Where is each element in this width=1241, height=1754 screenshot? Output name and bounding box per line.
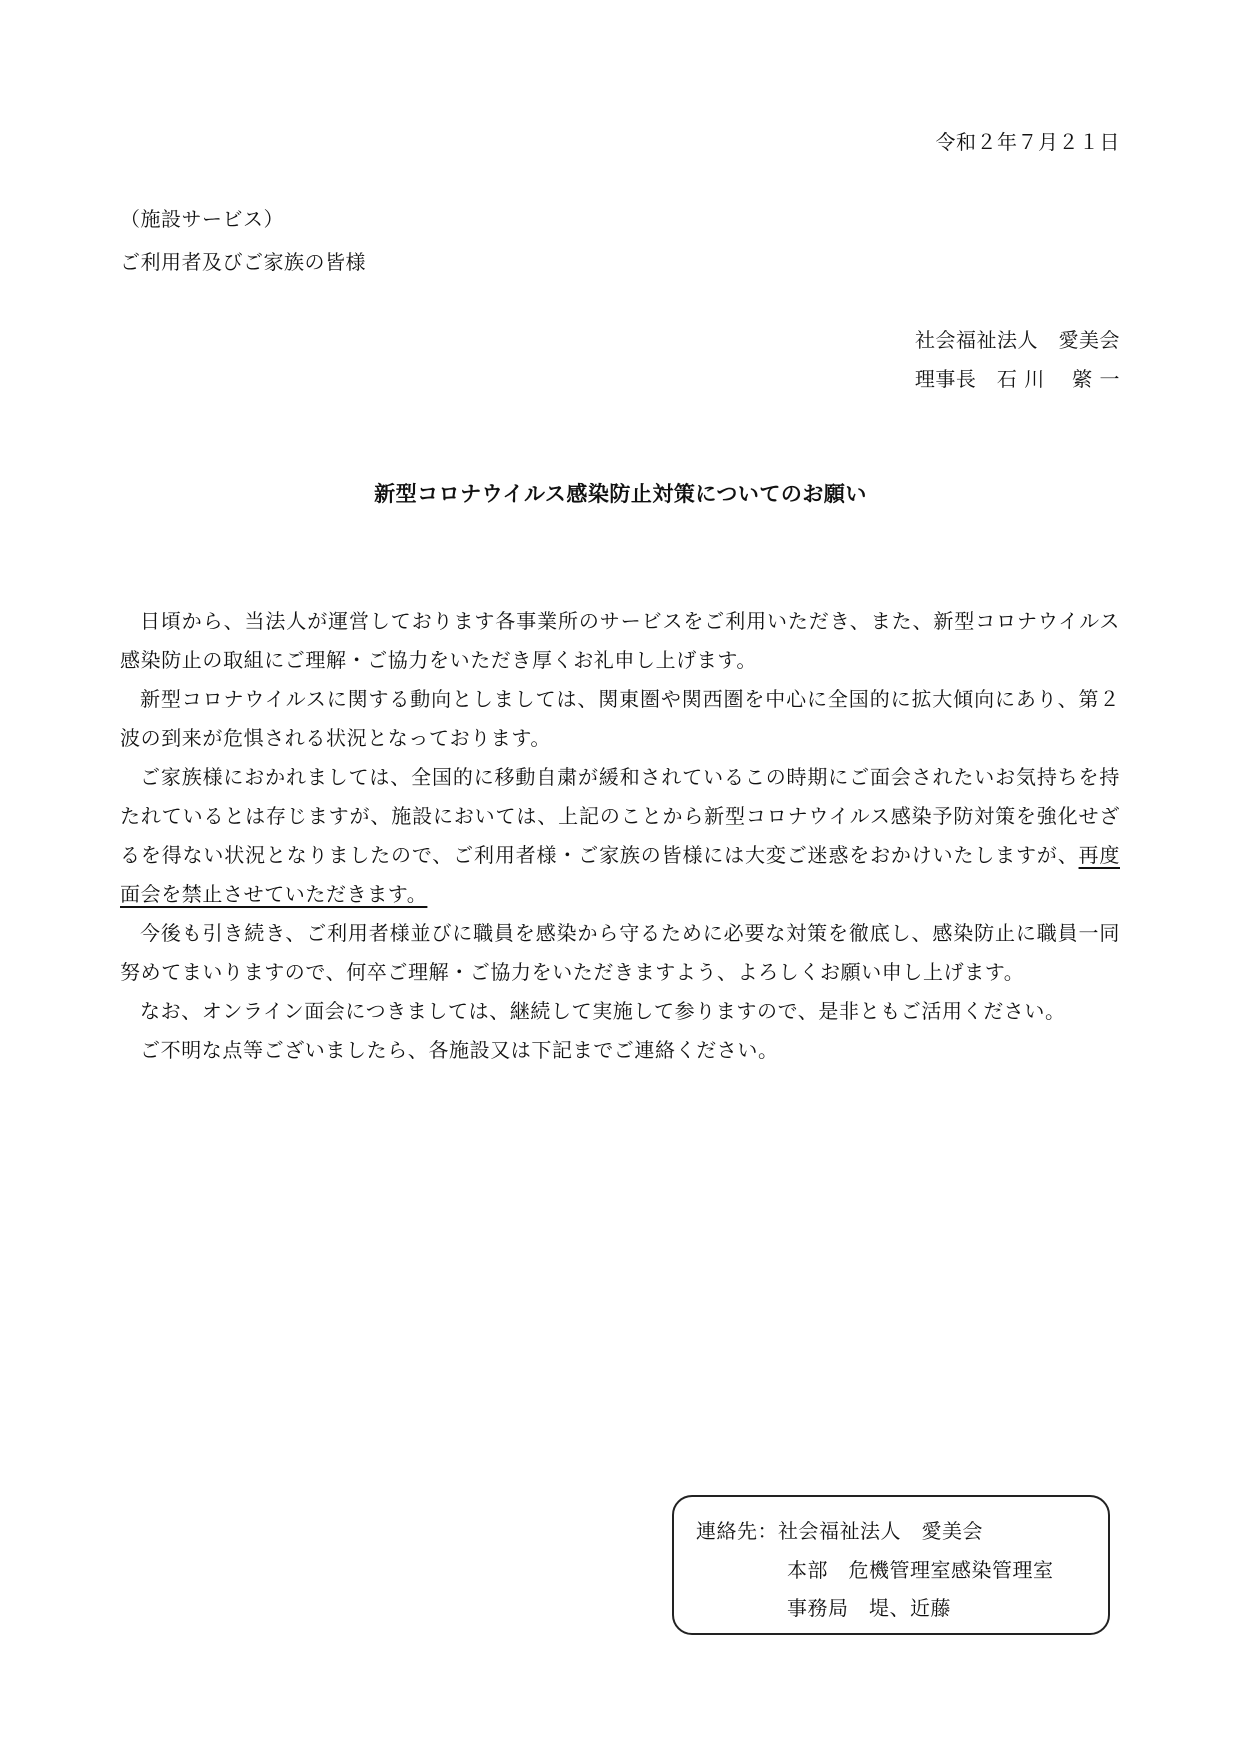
- letter-date: 令和２年７月２１日: [935, 130, 1120, 154]
- contact-persons: 事務局 堤、近藤: [787, 1596, 951, 1620]
- sender-organization: 社会福祉法人 愛美会: [915, 328, 1120, 352]
- body-paragraph: 今後も引き続き、ご利用者様並びに職員を感染から守るために必要な対策を徹底し、感染防止に職員一同努めてまいりますので、何卒ご理解・ご協力をいただきますよう、よろしくお願い申し上げます。: [120, 921, 1120, 984]
- facility-category: （施設サービス）: [120, 207, 284, 231]
- contact-box: [672, 1495, 1110, 1635]
- sender-chairman: 理事長 石 川 綮 一: [914, 367, 1120, 391]
- body-paragraph: なお、オンライン面会につきましては、継続して実施して参りますので、是非ともご活用ください。: [140, 999, 1066, 1023]
- letter-title: 新型コロナウイルス感染防止対策についてのお願い: [374, 482, 867, 506]
- letter-body: [120, 602, 1120, 1070]
- body-paragraph: ご不明な点等ございましたら、各施設又は下記までご連絡ください。: [140, 1038, 779, 1062]
- contact-department: 本部 危機管理室感染管理室: [787, 1558, 1054, 1582]
- body-paragraph-text: ご家族様におかれましては、全国的に移動自粛が緩和されているこの時期にご面会されたいお気持ちを持たれているとは存じますが、施設においては、上記のことから新型コロナウイルス感染予防対策を強化せざるを得ない状況となりましたので、ご利用者様・ご家族の皆様には大変ご迷惑をおかけいたしますが、: [120, 765, 1120, 867]
- body-paragraph: 日頃から、当法人が運営しております各事業所のサービスをご利用いただき、また、新型コロナウイルス感染防止の取組にご理解・ご協力をいただき厚くお礼申し上げます。: [120, 609, 1120, 672]
- body-paragraph: [120, 758, 1120, 914]
- contact-organization: 連絡先：社会福祉法人 愛美会: [696, 1519, 983, 1543]
- visit-ban-notice: 再度面会を禁止させていただきます。: [120, 843, 1120, 906]
- body-paragraph: 新型コロナウイルスに関する動向としましては、関東圏や関西圏を中心に全国的に拡大傾向にあり、第２波の到来が危惧される状況となっております。: [120, 687, 1120, 750]
- letter-recipients: ご利用者及びご家族の皆様: [120, 250, 366, 274]
